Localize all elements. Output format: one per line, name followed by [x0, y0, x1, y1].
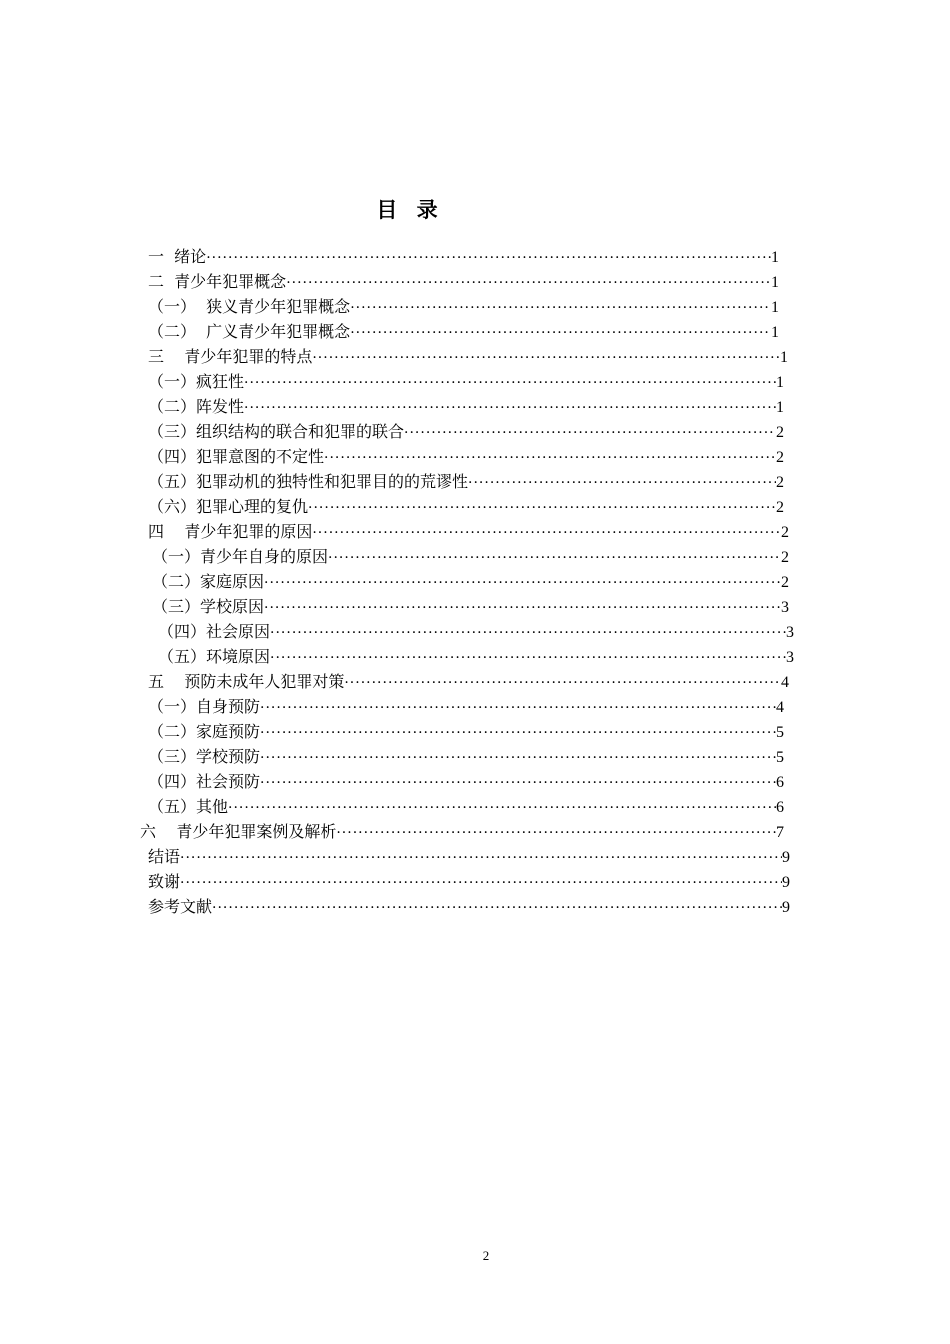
toc-entry-page: 2: [776, 449, 784, 466]
toc-entry[interactable]: [148, 894, 790, 919]
toc-entry[interactable]: [140, 819, 784, 844]
toc-entry-label: （三）组织结构的联合和犯罪的联合: [148, 422, 405, 441]
toc-entry-page: 2: [776, 499, 784, 516]
toc-entry[interactable]: [152, 569, 789, 594]
toc-entry-page: 1: [771, 324, 779, 341]
toc-entry-page: 1: [771, 249, 779, 266]
toc-dot-leader: [260, 721, 776, 746]
toc-entry-page: 5: [776, 724, 784, 741]
toc-entry-page: 1: [780, 349, 788, 366]
toc-entry[interactable]: [158, 619, 794, 644]
toc-entry-label: （一） 狭义青少年犯罪概念: [148, 297, 351, 316]
toc-dot-leader: [324, 446, 776, 471]
toc-entry-page: 7: [776, 824, 784, 841]
footer-page-number: 2: [482, 1248, 490, 1263]
toc-entry-page: 1: [771, 299, 779, 316]
toc-entry-page: 2: [776, 424, 784, 441]
toc-entry-page: 1: [776, 399, 784, 416]
toc-entry[interactable]: [148, 294, 779, 319]
toc-dot-leader: [244, 396, 776, 421]
toc-entry-label: （二） 广义青少年犯罪概念: [148, 322, 351, 341]
toc-dot-leader: [270, 621, 786, 646]
toc-entry[interactable]: [148, 394, 784, 419]
toc-entry-page: 2: [781, 549, 789, 566]
toc-entry[interactable]: [148, 244, 779, 269]
toc-entry-label: 四 青少年犯罪的原因: [148, 522, 313, 541]
toc-entry-label: 参考文献: [148, 897, 213, 916]
toc-dot-leader: [286, 271, 771, 296]
toc-entry[interactable]: [148, 519, 789, 544]
toc-entry[interactable]: [148, 419, 784, 444]
toc-list: [0, 244, 950, 919]
toc-entry-label: （四）犯罪意图的不定性: [148, 447, 325, 466]
toc-dot-leader: [344, 671, 781, 696]
toc-entry-label: （二）家庭原因: [152, 572, 265, 591]
toc-entry[interactable]: [148, 769, 784, 794]
toc-entry-label: 结语: [148, 847, 181, 866]
toc-dot-leader: [180, 846, 782, 871]
toc-dot-leader: [228, 796, 776, 821]
toc-entry-page: 9: [782, 849, 790, 866]
toc-entry-page: 6: [776, 774, 784, 791]
toc-entry-label: （六）犯罪心理的复仇: [148, 497, 309, 516]
toc-entry-page: 2: [781, 524, 789, 541]
toc-entry-page: 2: [776, 474, 784, 491]
toc-entry-label: （五）犯罪动机的独特性和犯罪目的的荒谬性: [148, 472, 469, 491]
toc-entry-page: 4: [781, 674, 789, 691]
toc-entry-label: 二 青少年犯罪概念: [148, 272, 287, 291]
toc-entry[interactable]: [152, 594, 789, 619]
toc-entry-label: （一）疯狂性: [148, 372, 245, 391]
toc-entry-page: 5: [776, 749, 784, 766]
toc-entry[interactable]: [148, 369, 784, 394]
toc-entry-label: （二）家庭预防: [148, 722, 261, 741]
toc-dot-leader: [180, 871, 782, 896]
toc-dot-leader: [264, 596, 781, 621]
toc-dot-leader: [244, 371, 776, 396]
toc-dot-leader: [328, 546, 781, 571]
toc-entry-label: （一）青少年自身的原因: [152, 547, 329, 566]
toc-entry[interactable]: [148, 844, 790, 869]
toc-entry-label: （三）学校原因: [152, 597, 265, 616]
toc-entry-page: 6: [776, 799, 784, 816]
toc-entry-label: 致谢: [148, 872, 181, 891]
toc-entry[interactable]: [158, 644, 794, 669]
toc-entry-label: 六 青少年犯罪案例及解析: [140, 822, 337, 841]
toc-entry-label: （三）学校预防: [148, 747, 261, 766]
toc-entry[interactable]: [148, 744, 784, 769]
toc-entry-label: （四）社会预防: [148, 772, 261, 791]
toc-entry-page: 9: [782, 899, 790, 916]
toc-dot-leader: [312, 521, 781, 546]
toc-entry-page: 3: [786, 624, 794, 641]
toc-dot-leader: [260, 746, 776, 771]
toc-entry[interactable]: [148, 269, 779, 294]
toc-entry-label: （五）环境原因: [158, 647, 271, 666]
toc-dot-leader: [336, 821, 776, 846]
toc-entry[interactable]: [148, 319, 779, 344]
toc-dot-leader: [350, 296, 771, 321]
toc-entry-page: 1: [776, 374, 784, 391]
toc-entry[interactable]: [148, 869, 790, 894]
toc-dot-leader: [350, 321, 771, 346]
toc-entry-label: （五）其他: [148, 797, 229, 816]
toc-dot-leader: [212, 896, 782, 921]
toc-entry[interactable]: [148, 794, 784, 819]
toc-dot-leader: [260, 696, 776, 721]
toc-entry-page: 3: [786, 649, 794, 666]
toc-dot-leader: [260, 771, 776, 796]
toc-entry-label: 一 绪论: [148, 247, 207, 266]
toc-entry-label: 三 青少年犯罪的特点: [148, 347, 313, 366]
page-title: 目 录: [376, 198, 444, 222]
toc-dot-leader: [270, 646, 786, 671]
toc-dot-leader: [206, 246, 771, 271]
toc-dot-leader: [468, 471, 776, 496]
toc-entry[interactable]: [152, 544, 789, 569]
toc-entry-page: 2: [781, 574, 789, 591]
toc-entry-label: （四）社会原因: [158, 622, 271, 641]
toc-entry[interactable]: [148, 469, 784, 494]
toc-dot-leader: [264, 571, 781, 596]
toc-entry[interactable]: [148, 344, 788, 369]
toc-entry-label: 五 预防未成年人犯罪对策: [148, 672, 345, 691]
toc-entry[interactable]: [148, 494, 784, 519]
toc-entry-label: （一）自身预防: [148, 697, 261, 716]
toc-entry[interactable]: [148, 444, 784, 469]
toc-dot-leader: [312, 346, 780, 371]
toc-entry-page: 1: [771, 274, 779, 291]
toc-entry[interactable]: [148, 669, 789, 694]
toc-entry-page: 9: [782, 874, 790, 891]
toc-entry-page: 3: [781, 599, 789, 616]
toc-dot-leader: [404, 421, 776, 446]
toc-dot-leader: [308, 496, 776, 521]
toc-entry[interactable]: [148, 694, 784, 719]
toc-entry-page: 4: [776, 699, 784, 716]
toc-entry-label: （二）阵发性: [148, 397, 245, 416]
toc-entry[interactable]: [148, 719, 784, 744]
